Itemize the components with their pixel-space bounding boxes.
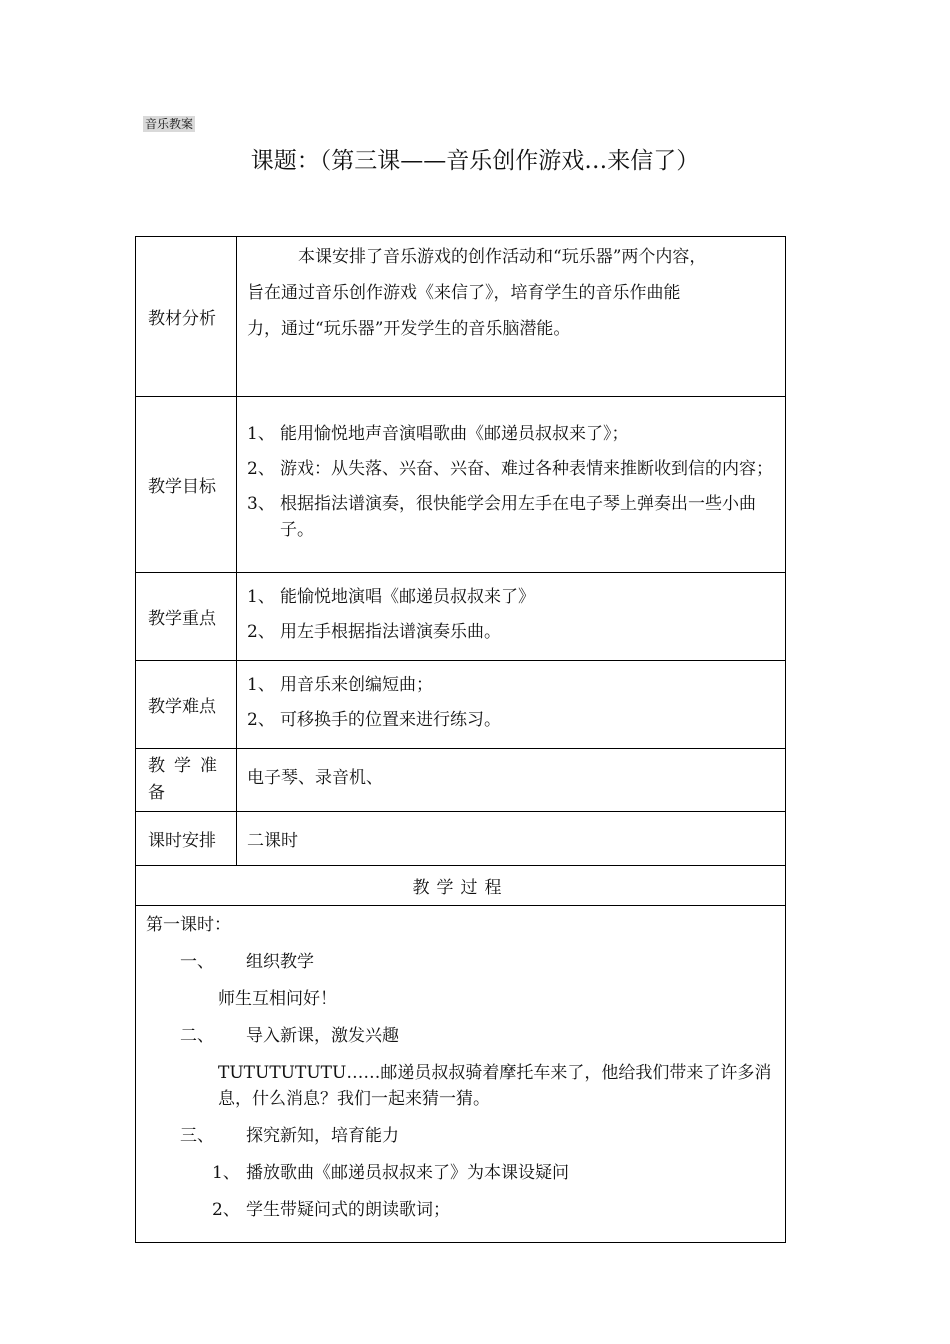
analysis-line-1: 本课安排了音乐游戏的创作活动和“玩乐器”两个内容， xyxy=(298,247,707,267)
process-step: 三、 探究新知，培育能力 xyxy=(180,1126,399,1146)
key-points-content xyxy=(237,573,786,661)
analysis-content xyxy=(237,237,786,397)
process-step: 二、 导入新课，激发兴趣 xyxy=(180,1026,399,1046)
lesson-title: 课题：（第三课——音乐创作游戏…来信了） xyxy=(250,148,700,174)
analysis-row xyxy=(136,237,786,397)
lesson-plan-table xyxy=(135,236,786,1243)
preparation-label: 教学准备 xyxy=(136,749,237,812)
process-step-detail: 师生互相问好！ xyxy=(218,989,337,1009)
process-content xyxy=(136,906,786,1243)
difficulties-content xyxy=(237,661,786,749)
difficulties-row xyxy=(136,661,786,749)
key-points-label: 教学重点 xyxy=(136,573,237,661)
schedule-value: 二课时 xyxy=(237,812,786,866)
key-points-row xyxy=(136,573,786,661)
analysis-line-2: 旨在通过音乐创作游戏《来信了》，培育学生的音乐作曲能 xyxy=(247,283,681,303)
process-step-detail: TUTUTUTUTU……邮递员叔叔骑着摩托车来了，他给我们带来了许多消息，什么消息？我们一起来猜一猜。 xyxy=(218,1063,772,1109)
goal-item: 1、 能用愉悦地声音演唱歌曲《邮递员叔叔来了》； xyxy=(247,424,629,444)
goals-row xyxy=(136,397,786,573)
key-point-item: 1、 能愉悦地演唱《邮递员叔叔来了》 xyxy=(247,586,535,607)
key-point-item: 2、 用左手根据指法谱演奏乐曲。 xyxy=(247,621,501,642)
goal-item: 2、 游戏：从失落、兴奋、兴奋、难过各种表情来推断收到信的内容； xyxy=(247,459,773,479)
goals-label: 教学目标 xyxy=(136,397,237,573)
difficulty-item: 1、 用音乐来创编短曲； xyxy=(247,674,433,695)
schedule-row xyxy=(136,812,786,866)
difficulty-item: 2、 可移换手的位置来进行练习。 xyxy=(247,709,501,730)
goal-item: 3、 根据指法谱演奏，很快能学会用左手在电子琴上弹奏出一些小曲子。 xyxy=(247,494,756,540)
analysis-line-3: 力，通过“玩乐器”开发学生的音乐脑潜能。 xyxy=(247,319,571,339)
preparation-value: 电子琴、录音机、 xyxy=(237,749,786,812)
process-substep: 2、 学生带疑问式的朗读歌词； xyxy=(212,1200,450,1220)
process-row xyxy=(136,906,786,1243)
process-step: 一、 组织教学 xyxy=(180,952,314,972)
schedule-label: 课时安排 xyxy=(136,812,237,866)
difficulties-label: 教学难点 xyxy=(136,661,237,749)
process-heading: 教学过程 xyxy=(136,866,786,906)
process-substep: 1、 播放歌曲《邮递员叔叔来了》为本课设疑问 xyxy=(212,1163,569,1183)
preparation-row xyxy=(136,749,786,812)
goals-content xyxy=(237,397,786,573)
first-lesson-label: 第一课时： xyxy=(146,915,231,935)
process-heading-row xyxy=(136,866,786,906)
document-header-tag: 音乐教案 xyxy=(145,117,194,131)
analysis-label: 教材分析 xyxy=(136,237,237,397)
